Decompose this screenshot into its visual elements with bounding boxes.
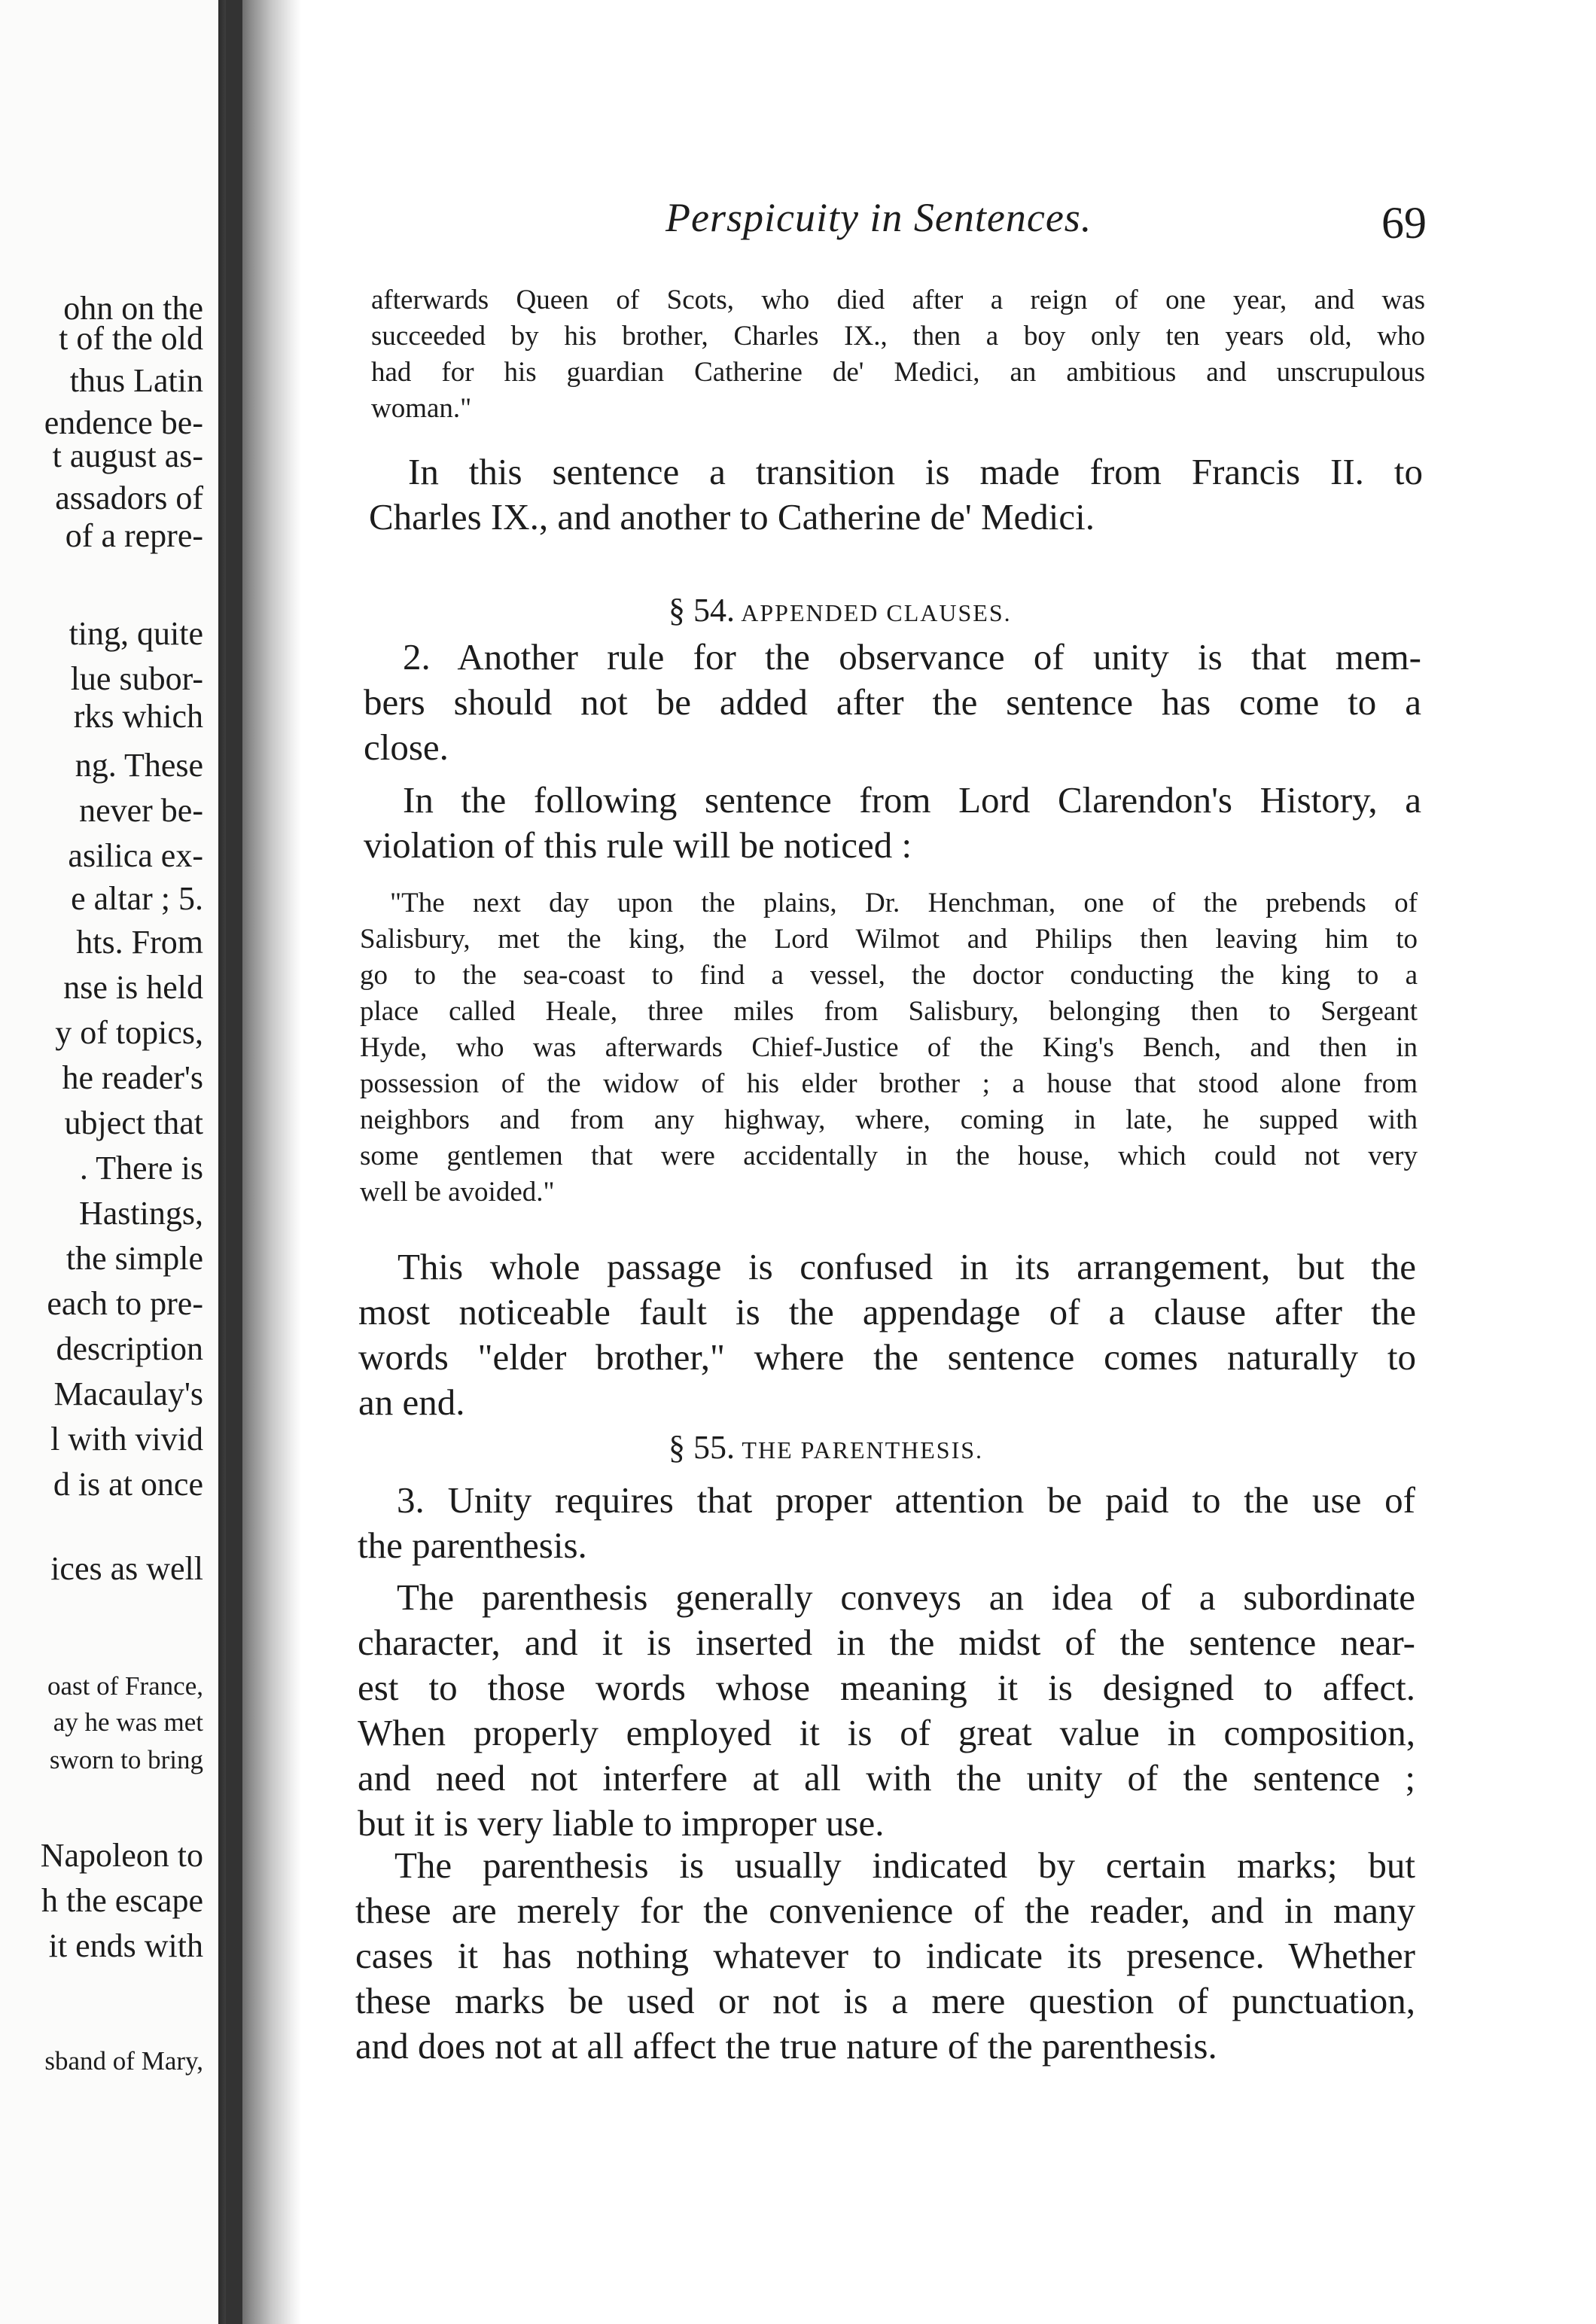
left-page-line: rks which: [73, 698, 203, 735]
left-page-line: sband of Mary,: [44, 2046, 203, 2076]
section-heading-55: [669, 1428, 983, 1467]
left-page-line: Macaulay's: [53, 1375, 203, 1412]
quote-continuation: [371, 282, 1425, 427]
paragraph-rule-2: [364, 635, 1421, 770]
paragraph-line: Charles IX., and another to Catherine de' Medici.: [369, 496, 1095, 538]
quote-line: place called Heale, three miles from Salisbury, belonging then to Sergeant: [360, 996, 1418, 1027]
paragraph-line: close.: [364, 726, 449, 768]
paragraph-line: these are merely for the convenience of the reader, and in many: [355, 1890, 1415, 1931]
paragraph-line: This whole passage is confused in its arrangement, but the: [397, 1246, 1416, 1287]
paragraph-line: The parenthesis generally conveys an idea of a subordinate: [397, 1576, 1415, 1618]
left-page-line: d is at once: [53, 1466, 203, 1503]
paragraph-parenthesis-marks: [355, 1843, 1415, 2069]
left-page-line: never be-: [79, 792, 203, 829]
left-page-line: ay he was met: [53, 1707, 203, 1737]
paragraph-line: the parenthesis.: [358, 1524, 587, 1566]
section-title: THE PARENTHESIS.: [742, 1436, 984, 1464]
left-page-line: Hastings,: [79, 1195, 203, 1232]
section-number: § 54.: [669, 592, 735, 629]
left-page-fragment: [0, 0, 226, 2324]
left-page-line: l with vivid: [50, 1421, 203, 1457]
paragraph-line: 3. Unity requires that proper attention be paid to the use of: [397, 1479, 1415, 1521]
left-page-line: t august as-: [52, 437, 203, 474]
paragraph-rule-3: [358, 1478, 1415, 1568]
quote-line: Salisbury, met the king, the Lord Wilmot and Philips then leaving him to: [360, 924, 1418, 955]
left-page-line: assadors of: [55, 480, 203, 516]
paragraph-line: The parenthesis is usually indicated by certain marks; but: [394, 1844, 1415, 1886]
left-page-line: the simple: [65, 1240, 203, 1277]
paragraph-line: and need not interfere at all with the unity of the sentence ;: [358, 1757, 1415, 1799]
left-page-line: ting, quite: [69, 615, 203, 652]
paragraph-line: 2. Another rule for the observance of unity is that mem-: [403, 636, 1421, 678]
paragraph-confused-passage: [358, 1244, 1416, 1425]
paragraph-line: cases it has nothing whatever to indicate its presence. Whether: [355, 1935, 1415, 1976]
running-head: Perspicuity in Sentences.: [666, 195, 1092, 240]
left-page-line: it ends with: [48, 1927, 203, 1964]
book-gutter: [226, 0, 242, 2324]
section-number: § 55.: [669, 1429, 735, 1466]
quote-line: go to the sea-coast to find a vessel, the doctor conducting the king to a: [360, 960, 1418, 991]
paragraph-transition: [369, 449, 1423, 540]
left-page-line: endence be-: [44, 404, 203, 441]
left-page-line: t of the old: [59, 320, 203, 357]
quote-line: had for his guardian Catherine de' Medici, an ambitious and unscrupulous: [371, 357, 1425, 388]
paragraph-line: violation of this rule will be noticed :: [364, 824, 912, 866]
paragraph-line: When properly employed it is of great value in composition,: [358, 1712, 1415, 1753]
left-page-line: nse is held: [63, 969, 203, 1006]
left-page-line: hts. From: [76, 924, 203, 961]
section-heading-54: [669, 591, 1012, 629]
paragraph-line: In the following sentence from Lord Clarendon's History, a: [403, 779, 1421, 821]
left-page-line: ng. These: [75, 747, 203, 784]
paragraph-line: character, and it is inserted in the midst of the sentence near-: [358, 1622, 1415, 1663]
paragraph-line: words "elder brother," where the sentence comes naturally to: [358, 1336, 1416, 1378]
paragraph-line: but it is very liable to improper use.: [358, 1802, 885, 1844]
paragraph-line: and does not at all affect the true nature of the parenthesis.: [355, 2025, 1217, 2067]
left-page-line: lue subor-: [70, 660, 203, 697]
paragraph-line: In this sentence a transition is made from Francis II. to: [408, 451, 1423, 492]
left-page-line: oast of France,: [47, 1671, 203, 1701]
quote-line: Hyde, who was afterwards Chief-Justice of the King's Bench, and then in: [360, 1032, 1418, 1063]
left-page-line: ices as well: [50, 1550, 203, 1587]
quote-clarendon: [360, 885, 1418, 1211]
left-page-line: thus Latin: [69, 362, 203, 399]
left-page-line: description: [56, 1330, 203, 1367]
paragraph-clarendon-intro: [364, 778, 1421, 868]
paragraph-line: est to those words whose meaning it is designed to affect.: [358, 1667, 1415, 1708]
quote-line: neighbors and from any highway, where, coming in late, he supped with: [360, 1104, 1418, 1135]
paragraph-parenthesis-definition: [358, 1575, 1415, 1846]
left-page-line: he reader's: [62, 1059, 203, 1096]
left-page-line: asilica ex-: [68, 837, 203, 874]
left-page-line: ubject that: [64, 1104, 203, 1141]
left-page-line: ohn on the: [63, 290, 203, 327]
left-page-line: e altar ; 5.: [71, 880, 203, 917]
quote-line: well be avoided.": [360, 1177, 555, 1208]
left-page-line: h the escape: [41, 1882, 203, 1919]
left-page-line: each to pre-: [47, 1285, 203, 1322]
quote-line: woman.": [371, 393, 472, 424]
page-number: 69: [1381, 198, 1427, 248]
quote-line: possession of the widow of his elder brother ; a house that stood alone from: [360, 1068, 1418, 1099]
quote-line: "The next day upon the plains, Dr. Henchman, one of the prebends of: [390, 888, 1418, 918]
left-page-line: y of topics,: [55, 1014, 203, 1051]
paragraph-line: bers should not be added after the sentence has come to a: [364, 681, 1421, 723]
left-page-line: . There is: [79, 1150, 203, 1186]
quote-line: succeeded by his brother, Charles IX., then a boy only ten years old, who: [371, 321, 1425, 352]
paragraph-line: these marks be used or not is a mere question of punctuation,: [355, 1980, 1415, 2021]
paragraph-line: an end.: [358, 1381, 465, 1423]
section-title: APPENDED CLAUSES.: [741, 599, 1012, 626]
left-page-line: of a repre-: [65, 517, 203, 554]
quote-line: afterwards Queen of Scots, who died after a reign of one year, and was: [371, 285, 1425, 315]
quote-line: some gentlemen that were accidentally in the house, which could not very: [360, 1141, 1418, 1171]
left-page-line: sworn to bring: [49, 1745, 203, 1774]
paragraph-line: most noticeable fault is the appendage of a clause after the: [358, 1291, 1416, 1333]
left-page-line: Napoleon to: [40, 1837, 203, 1874]
